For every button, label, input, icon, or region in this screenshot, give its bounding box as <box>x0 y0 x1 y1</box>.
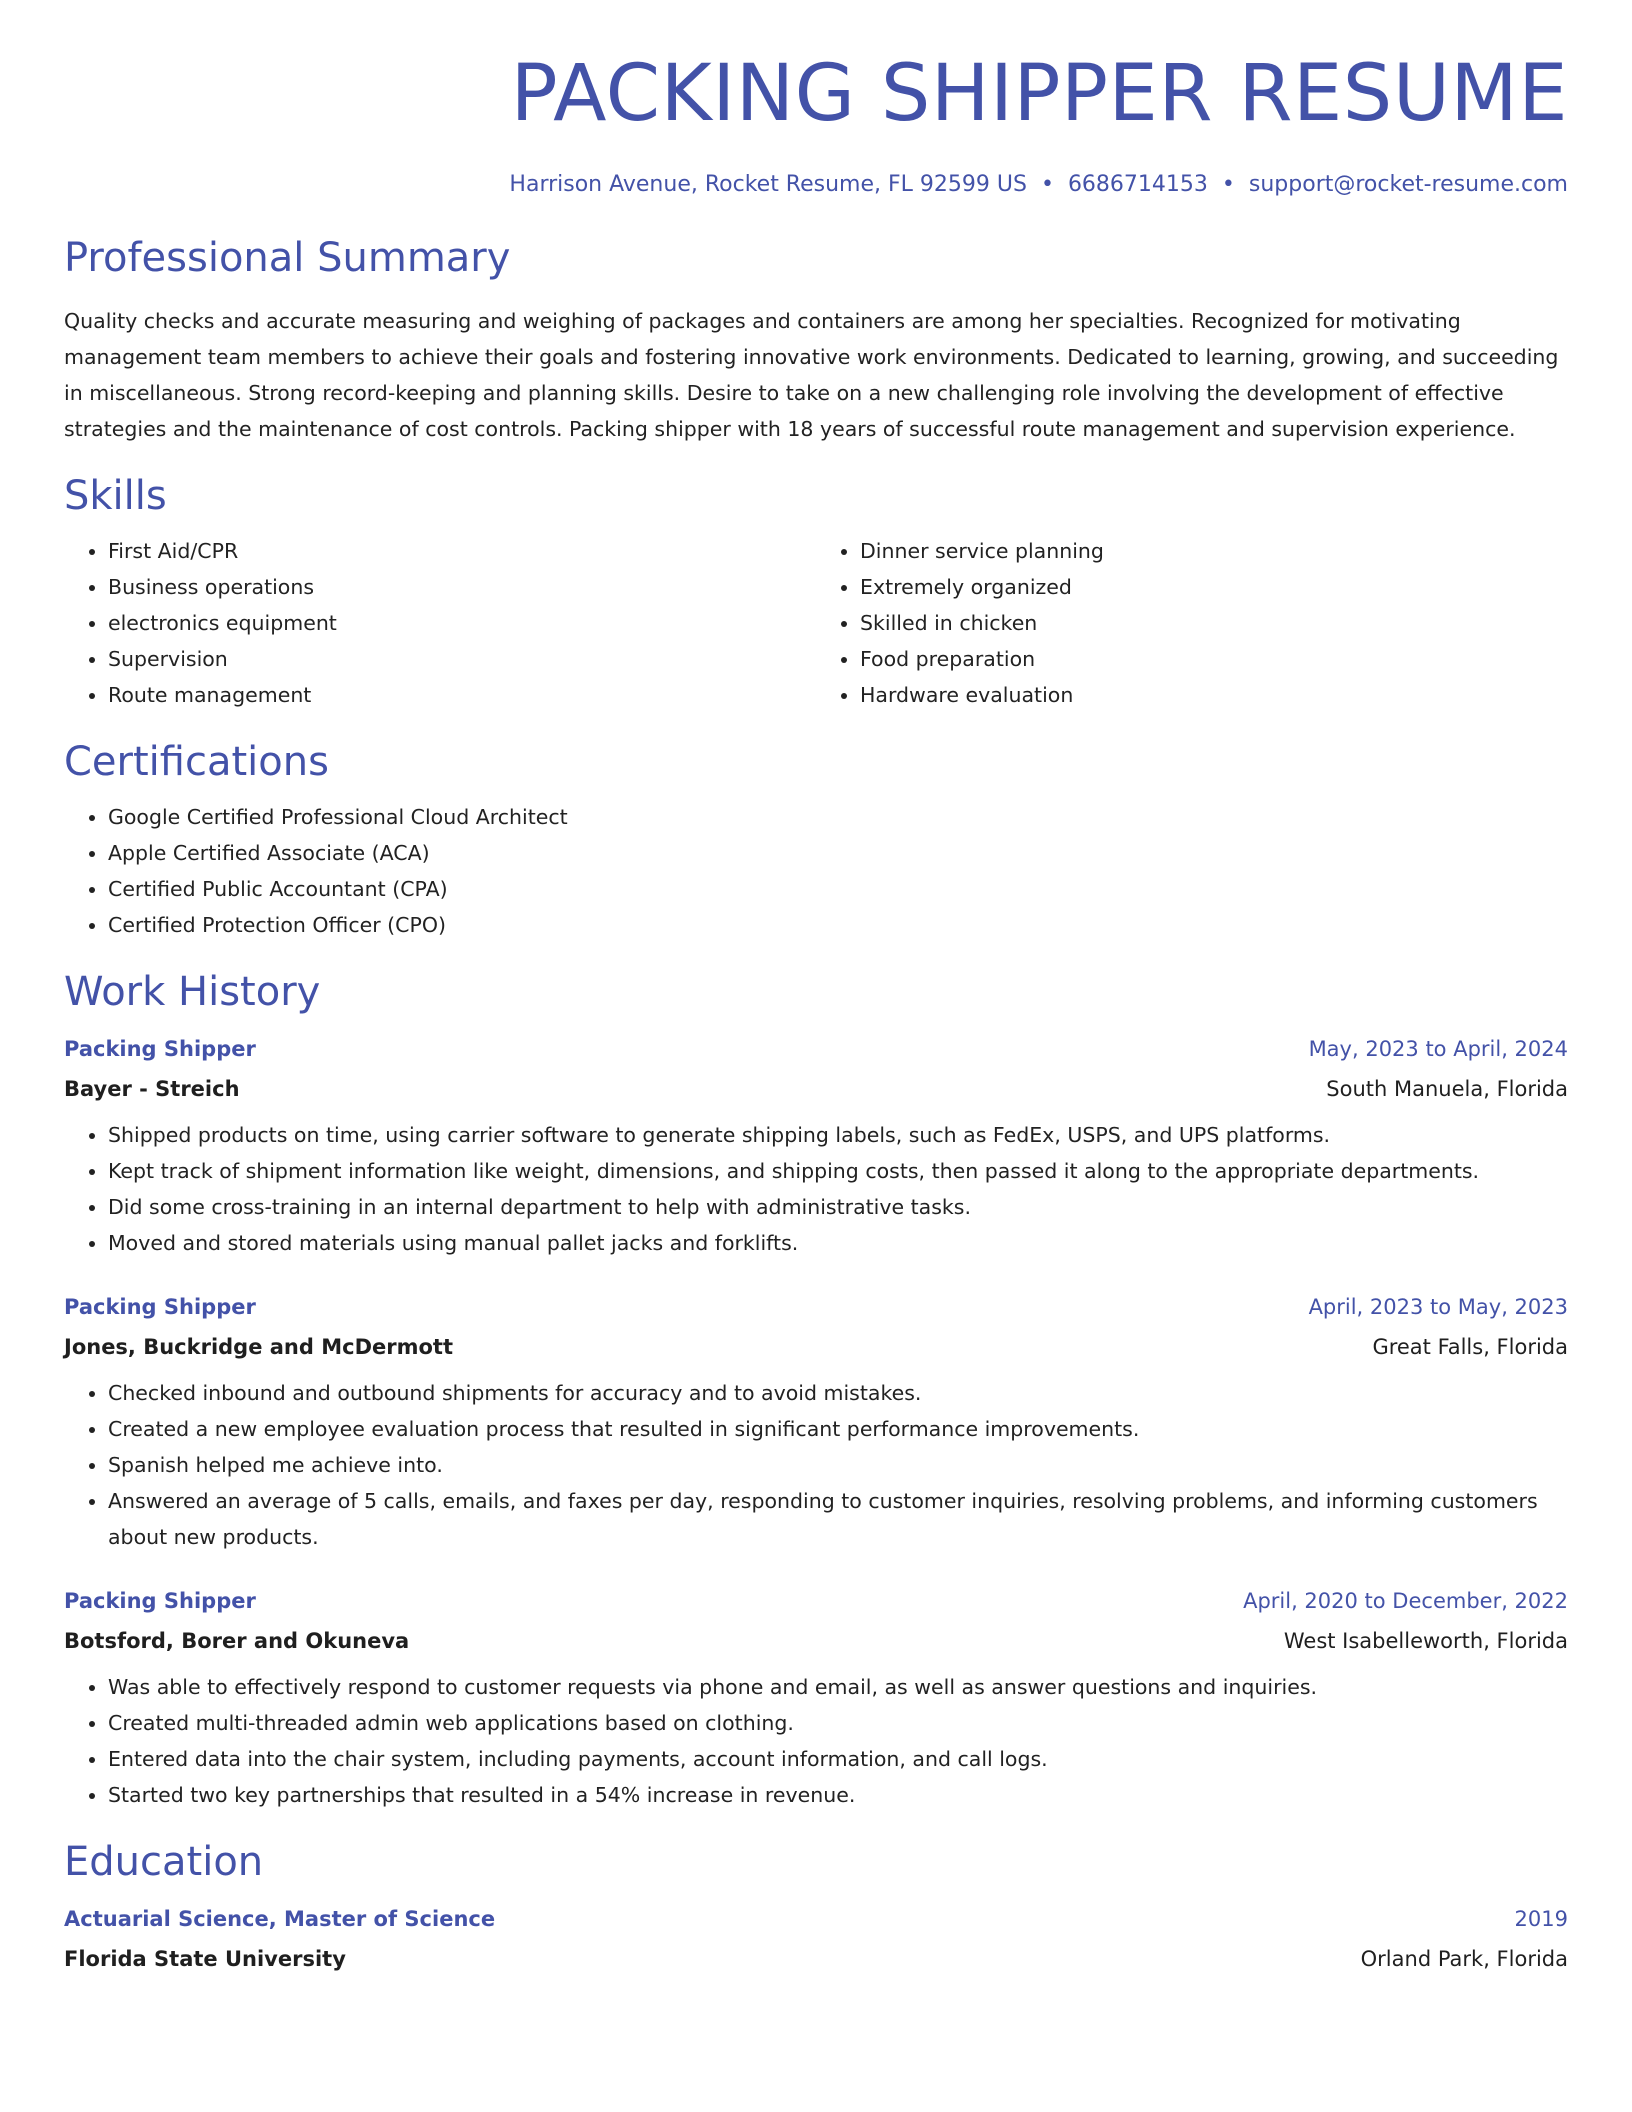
education-section <box>64 1839 1568 1979</box>
job-dates: April, 2023 to May, 2023 <box>1308 1294 1568 1319</box>
job-bullet: • Entered data into the chair system, including payments, account information, and call logs. <box>108 1741 1568 1777</box>
job-bullets <box>64 1375 1568 1555</box>
certifications-section <box>64 739 1568 943</box>
job-bullet: • Shipped products on time, using carrier software to generate shipping labels, such as FedEx, USPS, and UPS platforms. <box>108 1117 1568 1153</box>
summary-section <box>64 235 1568 447</box>
separator-dot: • <box>1221 171 1235 197</box>
education-school: Florida State University <box>64 1946 346 1971</box>
phone: 6686714153 <box>1067 171 1208 197</box>
job-entry <box>64 1029 1568 1261</box>
skill-item: • Food preparation <box>860 641 1568 677</box>
skills-columns <box>64 519 1568 713</box>
education-header-row <box>64 1899 1568 1939</box>
contact-line <box>64 172 1568 197</box>
job-location: South Manuela, Florida <box>1326 1076 1568 1101</box>
education-location: Orland Park, Florida <box>1360 1946 1568 1971</box>
job-entry <box>64 1287 1568 1555</box>
summary-text: Quality checks and accurate measuring and weighing of packages and containers are among her specialties. Recognized for motivating management team members to achieve their goals and fostering innovative work environments. Dedicated to learning, growing, and succeeding in miscellaneous. Strong record-keeping and planning skills. Desire to take on a new challenging role involving the development of effective strategies and the maintenance of cost controls. Packing shipper with 18 years of successful route management and supervision experience. <box>64 308 1559 441</box>
skill-item: • Supervision <box>108 641 816 677</box>
separator-dot: • <box>1040 171 1054 197</box>
job-bullets <box>64 1669 1568 1813</box>
job-bullets <box>64 1117 1568 1261</box>
job-bullet: • Checked inbound and outbound shipments for accuracy and to avoid mistakes. <box>108 1375 1568 1411</box>
education-year: 2019 <box>1514 1906 1568 1931</box>
education-degree: Actuarial Science, Master of Science <box>64 1906 496 1931</box>
job-bullet: • Was able to effectively respond to customer requests via phone and email, as well as answer questions and inquiries. <box>108 1669 1568 1705</box>
job-location: West Isabelleworth, Florida <box>1283 1628 1568 1653</box>
skill-item: • Hardware evaluation <box>860 677 1568 713</box>
work-history-heading: Work History <box>64 968 321 1015</box>
certification-item: • Apple Certified Associate (ACA) <box>108 835 1568 871</box>
job-entry <box>64 1581 1568 1813</box>
job-company-row <box>64 1327 1568 1367</box>
job-bullet: • Answered an average of 5 calls, emails, and faxes per day, responding to customer inquiries, resolving problems, and informing customers about new products. <box>108 1483 1568 1555</box>
certifications-heading: Certifications <box>64 738 329 785</box>
skill-item: • First Aid/CPR <box>108 533 816 569</box>
job-header-row <box>64 1029 1568 1069</box>
job-role: Packing Shipper <box>64 1036 256 1061</box>
skill-item: • Dinner service planning <box>860 533 1568 569</box>
address: Harrison Avenue, Rocket Resume, FL 92599 US <box>509 171 1027 197</box>
certifications-list <box>64 799 1568 943</box>
job-location: Great Falls, Florida <box>1372 1334 1568 1359</box>
skill-item: • Skilled in chicken <box>860 605 1568 641</box>
skills-section <box>64 473 1568 713</box>
job-header-row <box>64 1287 1568 1327</box>
job-bullet: • Created a new employee evaluation process that resulted in significant performance improvements. <box>108 1411 1568 1447</box>
skills-heading: Skills <box>64 472 167 519</box>
resume-page <box>64 0 1568 1979</box>
summary-heading: Professional Summary <box>64 234 511 281</box>
job-company: Bayer - Streich <box>64 1076 240 1101</box>
skill-item: • Extremely organized <box>860 569 1568 605</box>
education-entry <box>64 1899 1568 1979</box>
skill-item: • electronics equipment <box>108 605 816 641</box>
job-bullet: • Spanish helped me achieve into. <box>108 1447 1568 1483</box>
work-history-section <box>64 969 1568 1813</box>
job-role: Packing Shipper <box>64 1588 256 1613</box>
job-company: Jones, Buckridge and McDermott <box>64 1334 453 1359</box>
skill-item: • Route management <box>108 677 816 713</box>
job-company-row <box>64 1069 1568 1109</box>
email-link[interactable]: support@rocket-resume.com <box>1248 171 1568 197</box>
job-dates: April, 2020 to December, 2022 <box>1243 1588 1568 1613</box>
certification-item: • Google Certified Professional Cloud Architect <box>108 799 1568 835</box>
job-header-row <box>64 1581 1568 1621</box>
job-dates: May, 2023 to April, 2024 <box>1308 1036 1568 1061</box>
page-title: PACKING SHIPPER RESUME <box>510 49 1568 139</box>
education-heading: Education <box>64 1838 264 1885</box>
education-school-row <box>64 1939 1568 1979</box>
certification-item: • Certified Public Accountant (CPA) <box>108 871 1568 907</box>
skill-item: • Business operations <box>108 569 816 605</box>
job-bullet: • Kept track of shipment information like weight, dimensions, and shipping costs, then passed it along to the appropriate departments. <box>108 1153 1568 1189</box>
certification-item: • Certified Protection Officer (CPO) <box>108 907 1568 943</box>
job-company: Botsford, Borer and Okuneva <box>64 1628 410 1653</box>
job-role: Packing Shipper <box>64 1294 256 1319</box>
job-bullet: • Did some cross-training in an internal department to help with administrative tasks. <box>108 1189 1568 1225</box>
skills-right-list <box>816 533 1568 713</box>
job-bullet: • Moved and stored materials using manual pallet jacks and forklifts. <box>108 1225 1568 1261</box>
skills-left-list <box>64 533 816 713</box>
job-bullet: • Started two key partnerships that resulted in a 54% increase in revenue. <box>108 1777 1568 1813</box>
job-bullet: • Created multi-threaded admin web applications based on clothing. <box>108 1705 1568 1741</box>
job-company-row <box>64 1621 1568 1661</box>
